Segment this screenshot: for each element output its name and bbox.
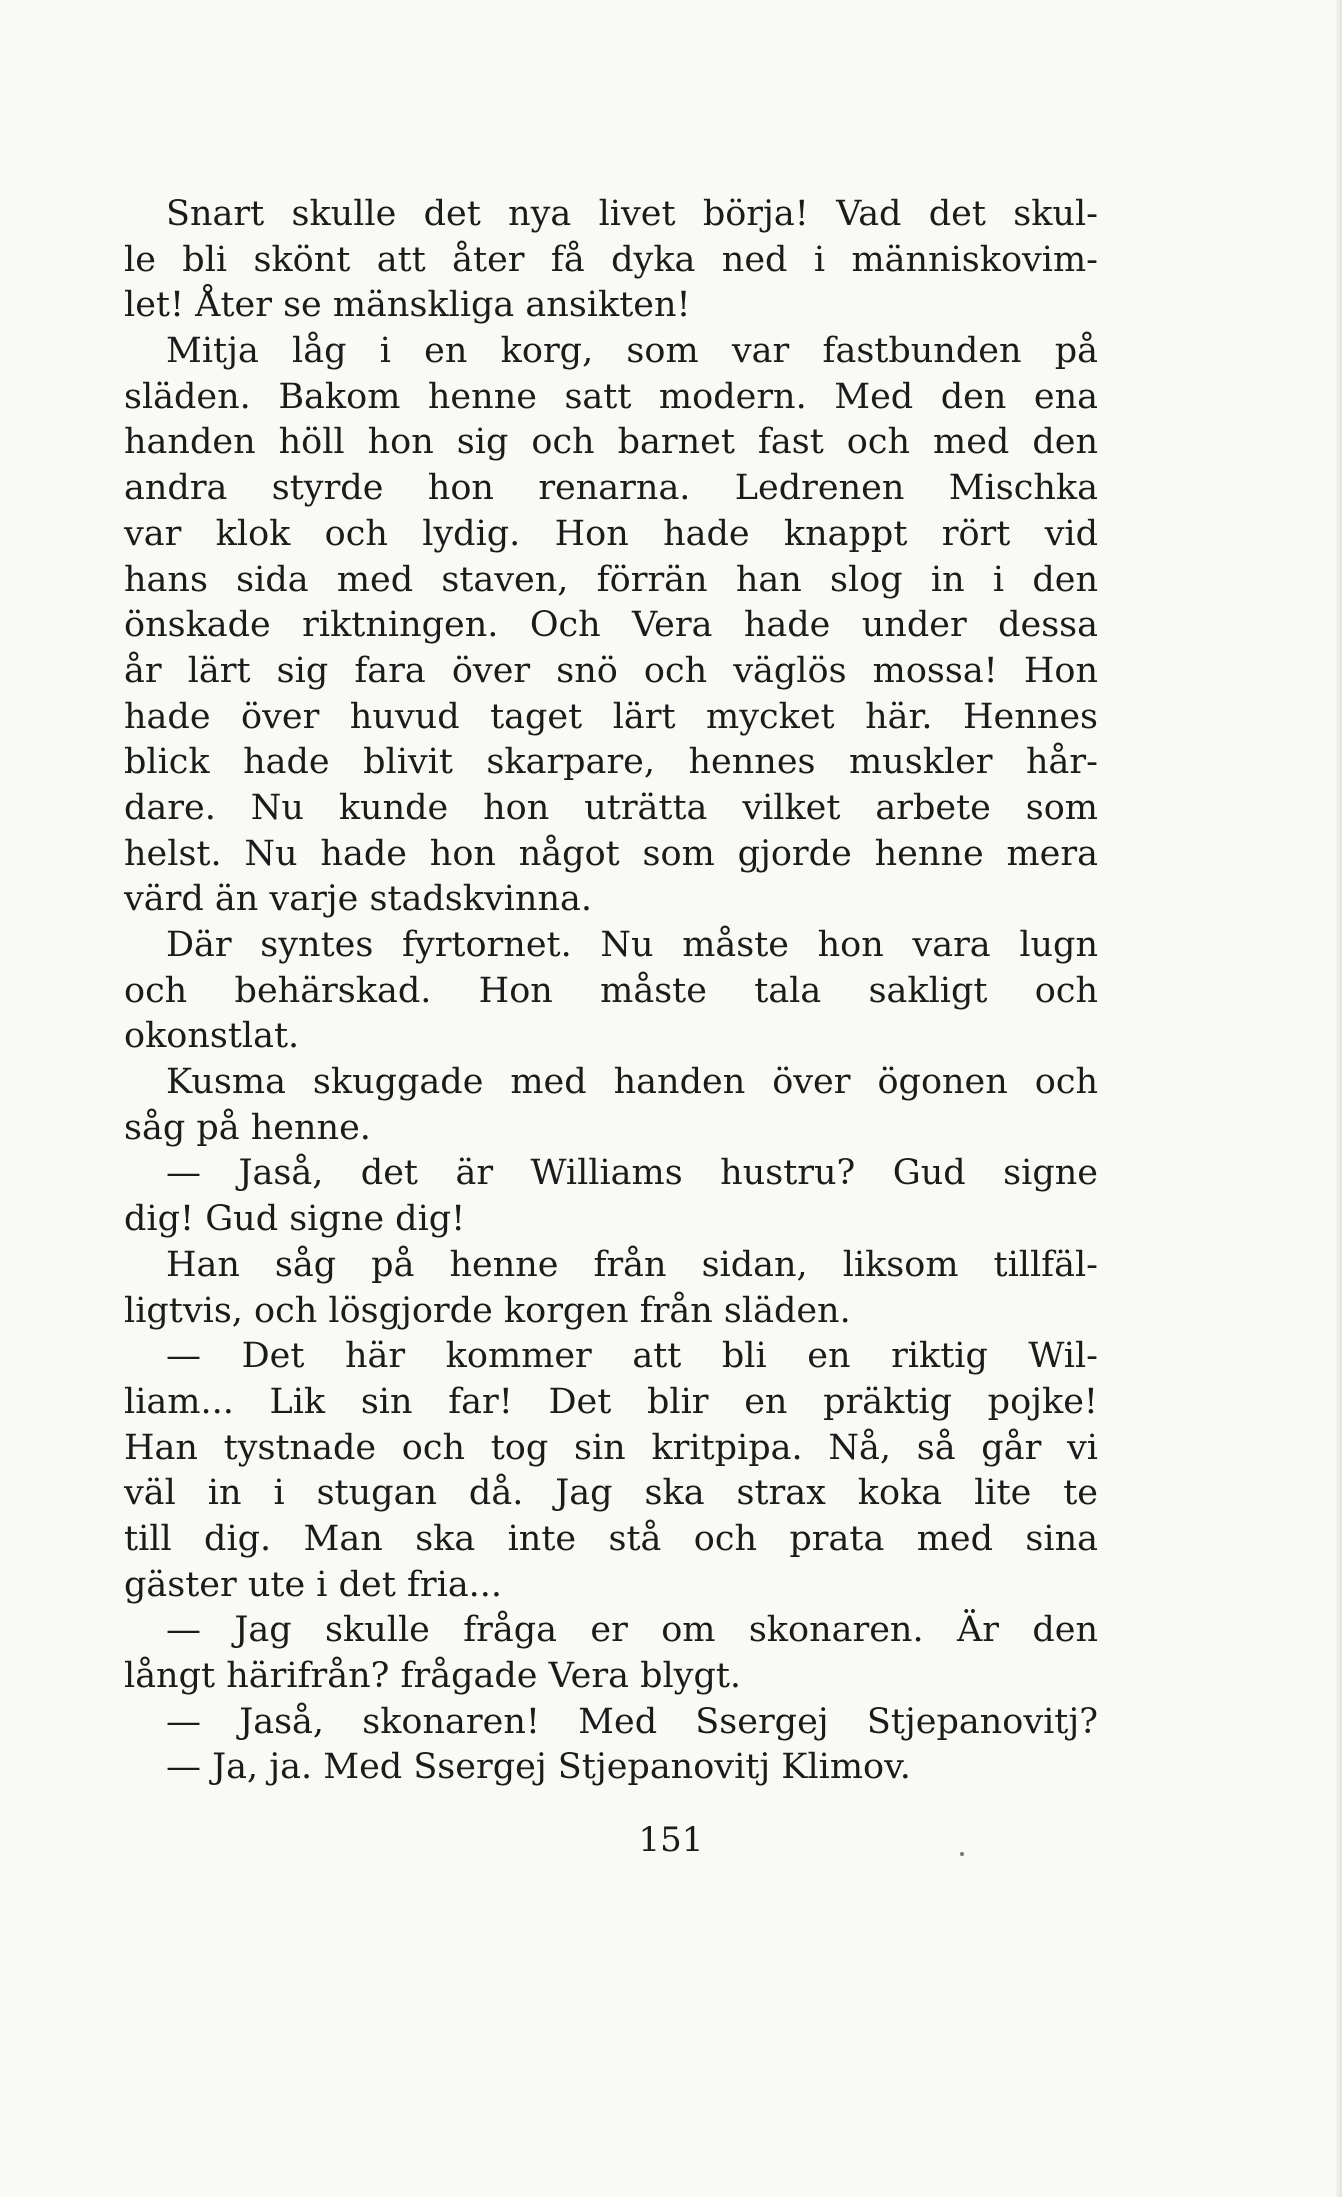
text-line: år lärt sig fara över snö och väglös mossa! Hon bbox=[124, 650, 1098, 691]
text-line: — Det här kommer att bli en riktig Wil- bbox=[166, 1336, 1098, 1377]
text-line: värd än varje stadskvinna. bbox=[124, 879, 593, 920]
text-line: gäster ute i det fria... bbox=[124, 1564, 503, 1605]
text-line: andra styrde hon renarna. Ledrenen Mischka bbox=[124, 468, 1098, 509]
text-line: Mitja låg i en korg, som var fastbunden på bbox=[166, 331, 1098, 372]
print-speck bbox=[960, 1852, 964, 1856]
text-line: le bli skönt att åter få dyka ned i människovim- bbox=[124, 239, 1098, 280]
text-line: Han tystnade och tog sin kritpipa. Nå, så går vi bbox=[124, 1427, 1098, 1468]
text-line: släden. Bakom henne satt modern. Med den ena bbox=[124, 376, 1098, 417]
text-line: var klok och lydig. Hon hade knappt rört vid bbox=[124, 513, 1098, 554]
text-line: och behärskad. Hon måste tala sakligt och bbox=[124, 970, 1098, 1011]
text-line: Han såg på henne från sidan, liksom tillfäl- bbox=[166, 1244, 1098, 1285]
text-line: blick hade blivit skarpare, hennes muskler hår- bbox=[124, 742, 1098, 783]
text-line: — Ja, ja. Med Ssergej Stjepanovitj Klimov. bbox=[166, 1747, 911, 1788]
body-text bbox=[124, 192, 1098, 1791]
text-line: hans sida med staven, förrän han slog in i den bbox=[124, 559, 1098, 600]
text-line: önskade riktningen. Och Vera hade under dessa bbox=[124, 605, 1098, 646]
text-line: såg på henne. bbox=[124, 1107, 371, 1148]
text-line: handen höll hon sig och barnet fast och med den bbox=[124, 422, 1098, 463]
text-line: Kusma skuggade med handen över ögonen och bbox=[166, 1062, 1098, 1103]
text-line: ligtvis, och lösgjorde korgen från släden. bbox=[124, 1290, 851, 1331]
text-line: till dig. Man ska inte stå och prata med sina bbox=[124, 1518, 1098, 1559]
text-line: — Jag skulle fråga er om skonaren. Är den bbox=[166, 1610, 1098, 1651]
page-edge bbox=[1336, 0, 1342, 2197]
text-line: — Jaså, skonaren! Med Ssergej Stjepanovitj? bbox=[166, 1701, 1098, 1742]
text-line: let! Åter se mänskliga ansikten! bbox=[124, 285, 691, 326]
text-line: väl in i stugan då. Jag ska strax koka lite te bbox=[124, 1473, 1098, 1514]
text-line: Där syntes fyrtornet. Nu måste hon vara lugn bbox=[166, 925, 1098, 965]
text-line: långt härifrån? frågade Vera blygt. bbox=[124, 1656, 742, 1696]
text-line: okonstlat. bbox=[124, 1016, 300, 1057]
text-line: — Jaså, det är Williams hustru? Gud signe bbox=[166, 1153, 1098, 1194]
text-line: dare. Nu kunde hon uträtta vilket arbete som bbox=[124, 787, 1098, 828]
text-line: hade över huvud taget lärt mycket här. Hennes bbox=[124, 696, 1098, 737]
text-line: Snart skulle det nya livet börja! Vad det skul- bbox=[166, 194, 1098, 234]
text-line: dig! Gud signe dig! bbox=[124, 1199, 466, 1240]
text-line: helst. Nu hade hon något som gjorde henne mera bbox=[124, 833, 1098, 874]
page-number: 151 bbox=[638, 1820, 704, 1860]
text-line: liam... Lik sin far! Det blir en präktig pojke! bbox=[124, 1381, 1098, 1422]
